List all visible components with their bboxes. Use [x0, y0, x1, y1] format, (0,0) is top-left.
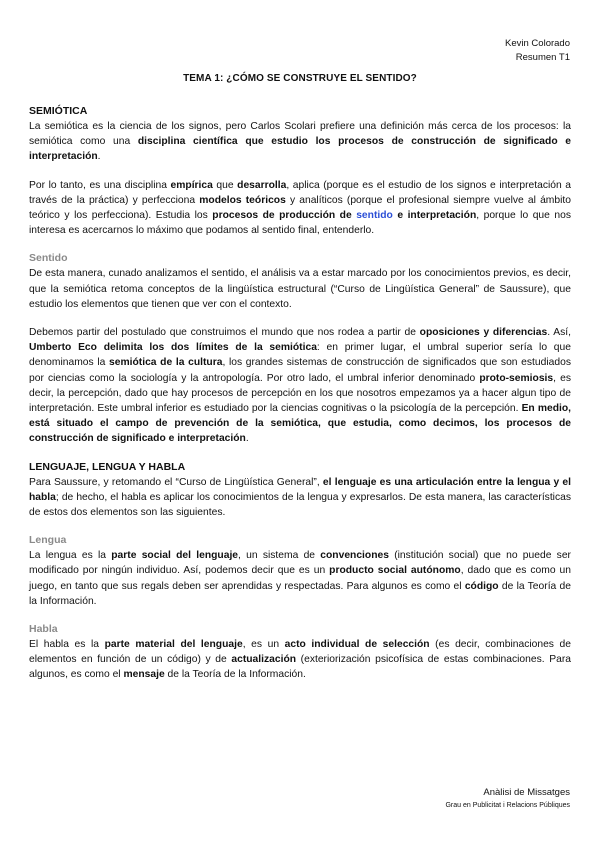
page-footer — [445, 786, 570, 811]
text-run: (institución social) que no puede ser modificado por ningún individuo. Así, podemos decir que es un — [29, 550, 571, 577]
text-run: , aplica (porque es el estudio de los signos e interpretación a través de la práctica) y perfecciona — [29, 179, 572, 206]
bold-run: semiótica de la cultura — [109, 357, 223, 369]
bold-run: código — [464, 580, 499, 592]
text-run: Para Saussure, y retomando el “Curso de Lingüística General”, — [29, 476, 323, 488]
text-run: . — [97, 151, 101, 163]
bold-run: parte social del lenguaje — [111, 550, 239, 562]
bold-run: procesos de producción de — [212, 210, 357, 222]
text-run: (exteriorización psicofísica de estas combinaciones. Para algunos, es como el — [29, 654, 571, 681]
bold-run: oposiciones y diferencias — [419, 327, 548, 339]
text-run: , es decir, la percepción, dado que hay procesos de percepción en los que nosotros empezamos ya a hacer algun tipo de interpretación. Este umbral inferior es estudiado por la ciencias cognitivas o la psicología de la percepción. — [29, 372, 571, 415]
course-name: Anàlisi de Missatges — [483, 787, 570, 798]
text-run: de la Teoría de la Información. — [164, 669, 306, 681]
text-run: de la Teoría de la Información. — [29, 580, 572, 607]
bold-run: empírica — [170, 179, 213, 191]
text-run: La lengua es la — [29, 550, 112, 562]
text-run: Por lo tanto, es una disciplina — [29, 179, 171, 191]
text-run: . — [245, 433, 249, 445]
page-title: TEMA 1: ¿CÓMO SE CONSTRUYE EL SENTIDO? — [183, 73, 417, 84]
bold-run: mensaje — [123, 669, 165, 681]
text-run: , es un — [242, 639, 285, 651]
paragraph-lengua — [29, 548, 571, 609]
paragraph-semiotica-empirica — [29, 178, 571, 239]
document-body — [29, 104, 571, 683]
text-run: que — [212, 179, 238, 191]
bold-run: acto individual de selección — [284, 639, 430, 651]
text-run: , porque lo que nos interesa es acercarnos lo máximo que podamos al sentido final, entenderlo. — [29, 210, 571, 237]
text-run: ; de hecho, el habla es aplicar los conocimientos de la lengua y expresarlos. De esta manera, las características de estos dos elementos son las siguientes. — [29, 491, 571, 519]
text-run: y analíticos (porque el profesional siempre vuelve al ámbito teórico y los perfecciona). Estudia los — [29, 194, 571, 222]
text-run: , un sistema de — [238, 550, 321, 562]
text-run: La semiótica es la ciencia de los signos, pero Carlos Scolari prefiere una definición más cerca de los procesos: la semiótica como una — [29, 121, 571, 148]
subsection-heading-habla: Habla — [29, 623, 58, 636]
text-run: . Así, — [547, 327, 571, 339]
section-heading-lenguaje: LENGUAJE, LENGUA Y HABLA — [29, 460, 186, 473]
page-header — [505, 37, 570, 65]
text-run: : en primer lugar, el umbral superior sería lo que denominamos la — [29, 342, 571, 369]
bold-run: proto-semiosis — [479, 372, 554, 384]
subsection-heading-lengua: Lengua — [29, 534, 67, 547]
text-run: (es decir, combinaciones de elementos en función de un código) y de — [29, 639, 571, 666]
text-run: El habla es la — [29, 639, 105, 651]
bold-run: desarrolla — [237, 179, 287, 191]
bold-run: Umberto Eco delimita los dos límites de la semiótica — [29, 342, 317, 354]
bold-run: modelos teóricos — [199, 194, 286, 206]
author-name: Kevin Colorado — [505, 38, 570, 49]
bold-run: producto social autónomo — [329, 565, 461, 577]
paragraph-sentido-eco — [29, 325, 571, 447]
text-run: , los grandes sistemas de construcción de significados que son estudiados por ciencias como la sociología y la antropología. Por otro lado, el umbral inferior denominado — [29, 357, 571, 384]
highlight-sentido: sentido — [356, 210, 393, 222]
paragraph-lenguaje — [29, 475, 571, 521]
paragraph-habla — [29, 637, 571, 683]
degree-name: Grau en Publicitat i Relacions Públiques — [445, 802, 570, 809]
paragraph-sentido-analisis: De esta manera, cunado analizamos el sentido, el análisis va a estar marcado por los conocimientos previos, es decir, que la semiótica retoma conceptos de la lingüística estructural (“Curso de Lingüística General” de Saussure), que estudio los elementos que tienen que ver con el contexto. — [29, 268, 571, 310]
document-label: Resumen T1 — [515, 52, 570, 63]
bold-run: el lenguaje es una articulación entre la lengua y el habla — [29, 476, 571, 503]
text-run: Debemos partir del postulado que construimos el mundo que nos rodea a partir de — [29, 327, 420, 339]
bold-run: e interpretación — [392, 210, 477, 222]
bold-run: En medio, está situado el campo de prevención de la semiótica, que estudia, como decimos, los procesos de construcción de significado e interpretación — [29, 403, 571, 445]
text-run: , dado que es como un juego, en tanto que sus regals deben ser aprendidas y respectadas. Para algunos es como el — [29, 565, 571, 592]
paragraph-semiotica-definition — [29, 119, 571, 165]
bold-run: disciplina científica que estudio los procesos de construcción de significado e interpretación — [29, 136, 572, 163]
bold-run: actualización — [231, 654, 297, 666]
bold-run: parte material del lenguaje — [104, 639, 243, 651]
subsection-heading-sentido: Sentido — [29, 252, 68, 265]
section-heading-semiotica: SEMIÓTICA — [29, 105, 88, 117]
bold-run: convenciones — [320, 550, 389, 562]
